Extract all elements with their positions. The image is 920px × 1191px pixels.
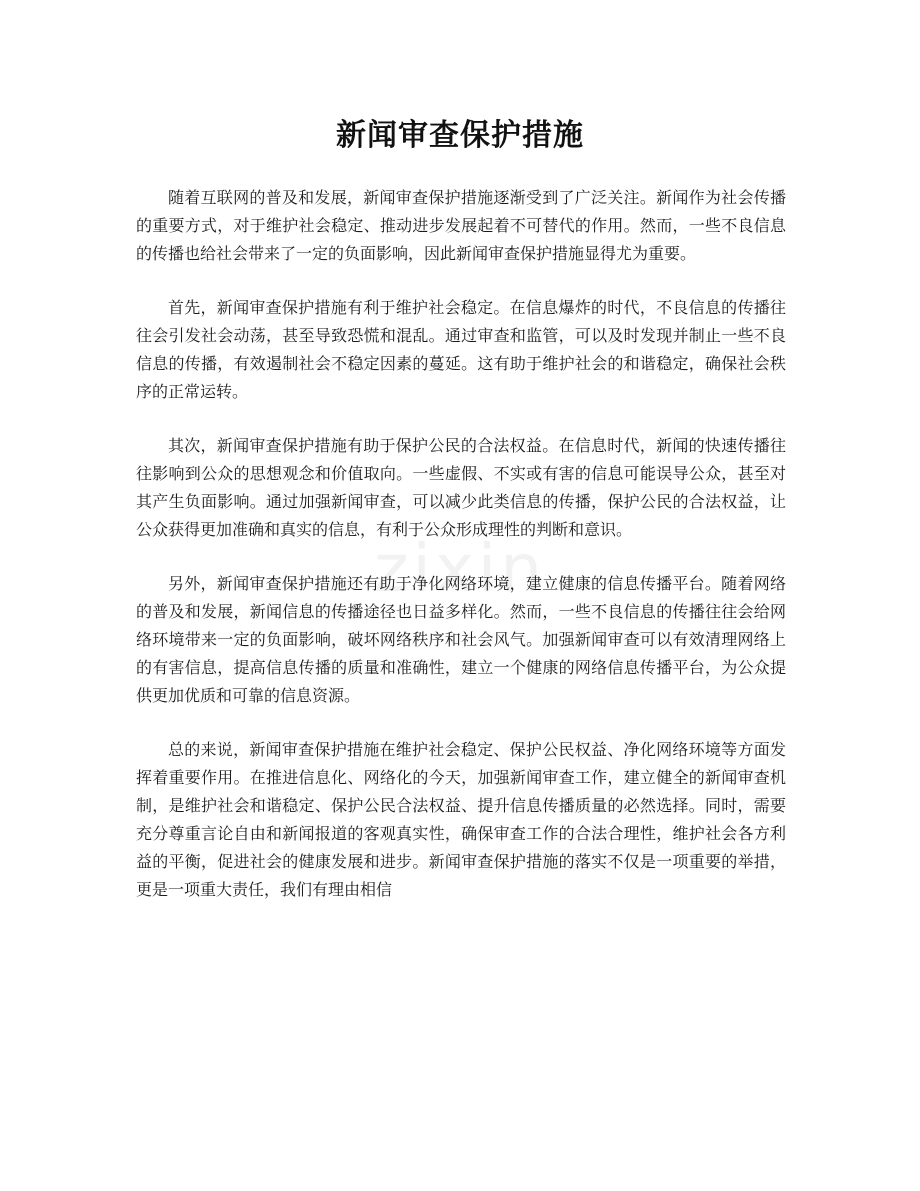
paragraph-3: 其次，新闻审查保护措施有助于保护公民的合法权益。在信息时代，新闻的快速传播往往影响到公众的思想观念和价值取向。一些虚假、不实或有害的信息可能误导公众，甚至对其产生负面影响。通过加强新闻审查，可以减少此类信息的传播，保护公民的合法权益，让公众获得更加准确和真实的信息，有利于公众形成理性的判断和意识。 xyxy=(136,436,786,539)
paragraph-5: 总的来说，新闻审查保护措施在维护社会稳定、保护公民权益、净化网络环境等方面发挥着重要作用。在推进信息化、网络化的今天，加强新闻审查工作，建立健全的新闻审查机制，是维护社会和谐稳定、保护公民合法权益、提升信息传播质量的必然选择。同时，需要充分尊重言论自由和新闻报道的客观真实性，确保审查工作的合法合理性，维护社会各方利益的平衡，促进社会的健康发展和进步。新闻审查保护措施的落实不仅是一项重要的举措，更是一项重大责任，我们有理由相信 xyxy=(136,740,786,899)
watermark-text: zixin xyxy=(373,530,547,607)
paragraph-2: 首先，新闻审查保护措施有利于维护社会稳定。在信息爆炸的时代，不良信息的传播往往会引发社会动荡，甚至导致恐慌和混乱。通过审查和监管，可以及时发现并制止一些不良信息的传播，有效遏制社会不稳定因素的蔓延。这有助于维护社会的和谐稳定，确保社会秩序的正常运转。 xyxy=(136,298,786,401)
paragraph-1: 随着互联网的普及和发展，新闻审查保护措施逐渐受到了广泛关注。新闻作为社会传播的重要方式，对于维护社会稳定、推动进步发展起着不可替代的作用。然而，一些不良信息的传播也给社会带来了一定的负面影响，因此新闻审查保护措施显得尤为重要。 xyxy=(136,188,786,263)
document-title: 新闻审查保护措施 xyxy=(336,118,584,153)
document-body xyxy=(136,184,786,930)
paragraph-4: 另外，新闻审查保护措施还有助于净化网络环境，建立健康的信息传播平台。随着网络的普及和发展，新闻信息的传播途径也日益多样化。然而，一些不良信息的传播往往会给网络环境带来一定的负面影响，破坏网络秩序和社会风气。加强新闻审查可以有效清理网络上的有害信息，提高信息传播的质量和准确性，建立一个健康的网络信息传播平台，为公众提供更加优质和可靠的信息资源。 xyxy=(136,574,786,705)
